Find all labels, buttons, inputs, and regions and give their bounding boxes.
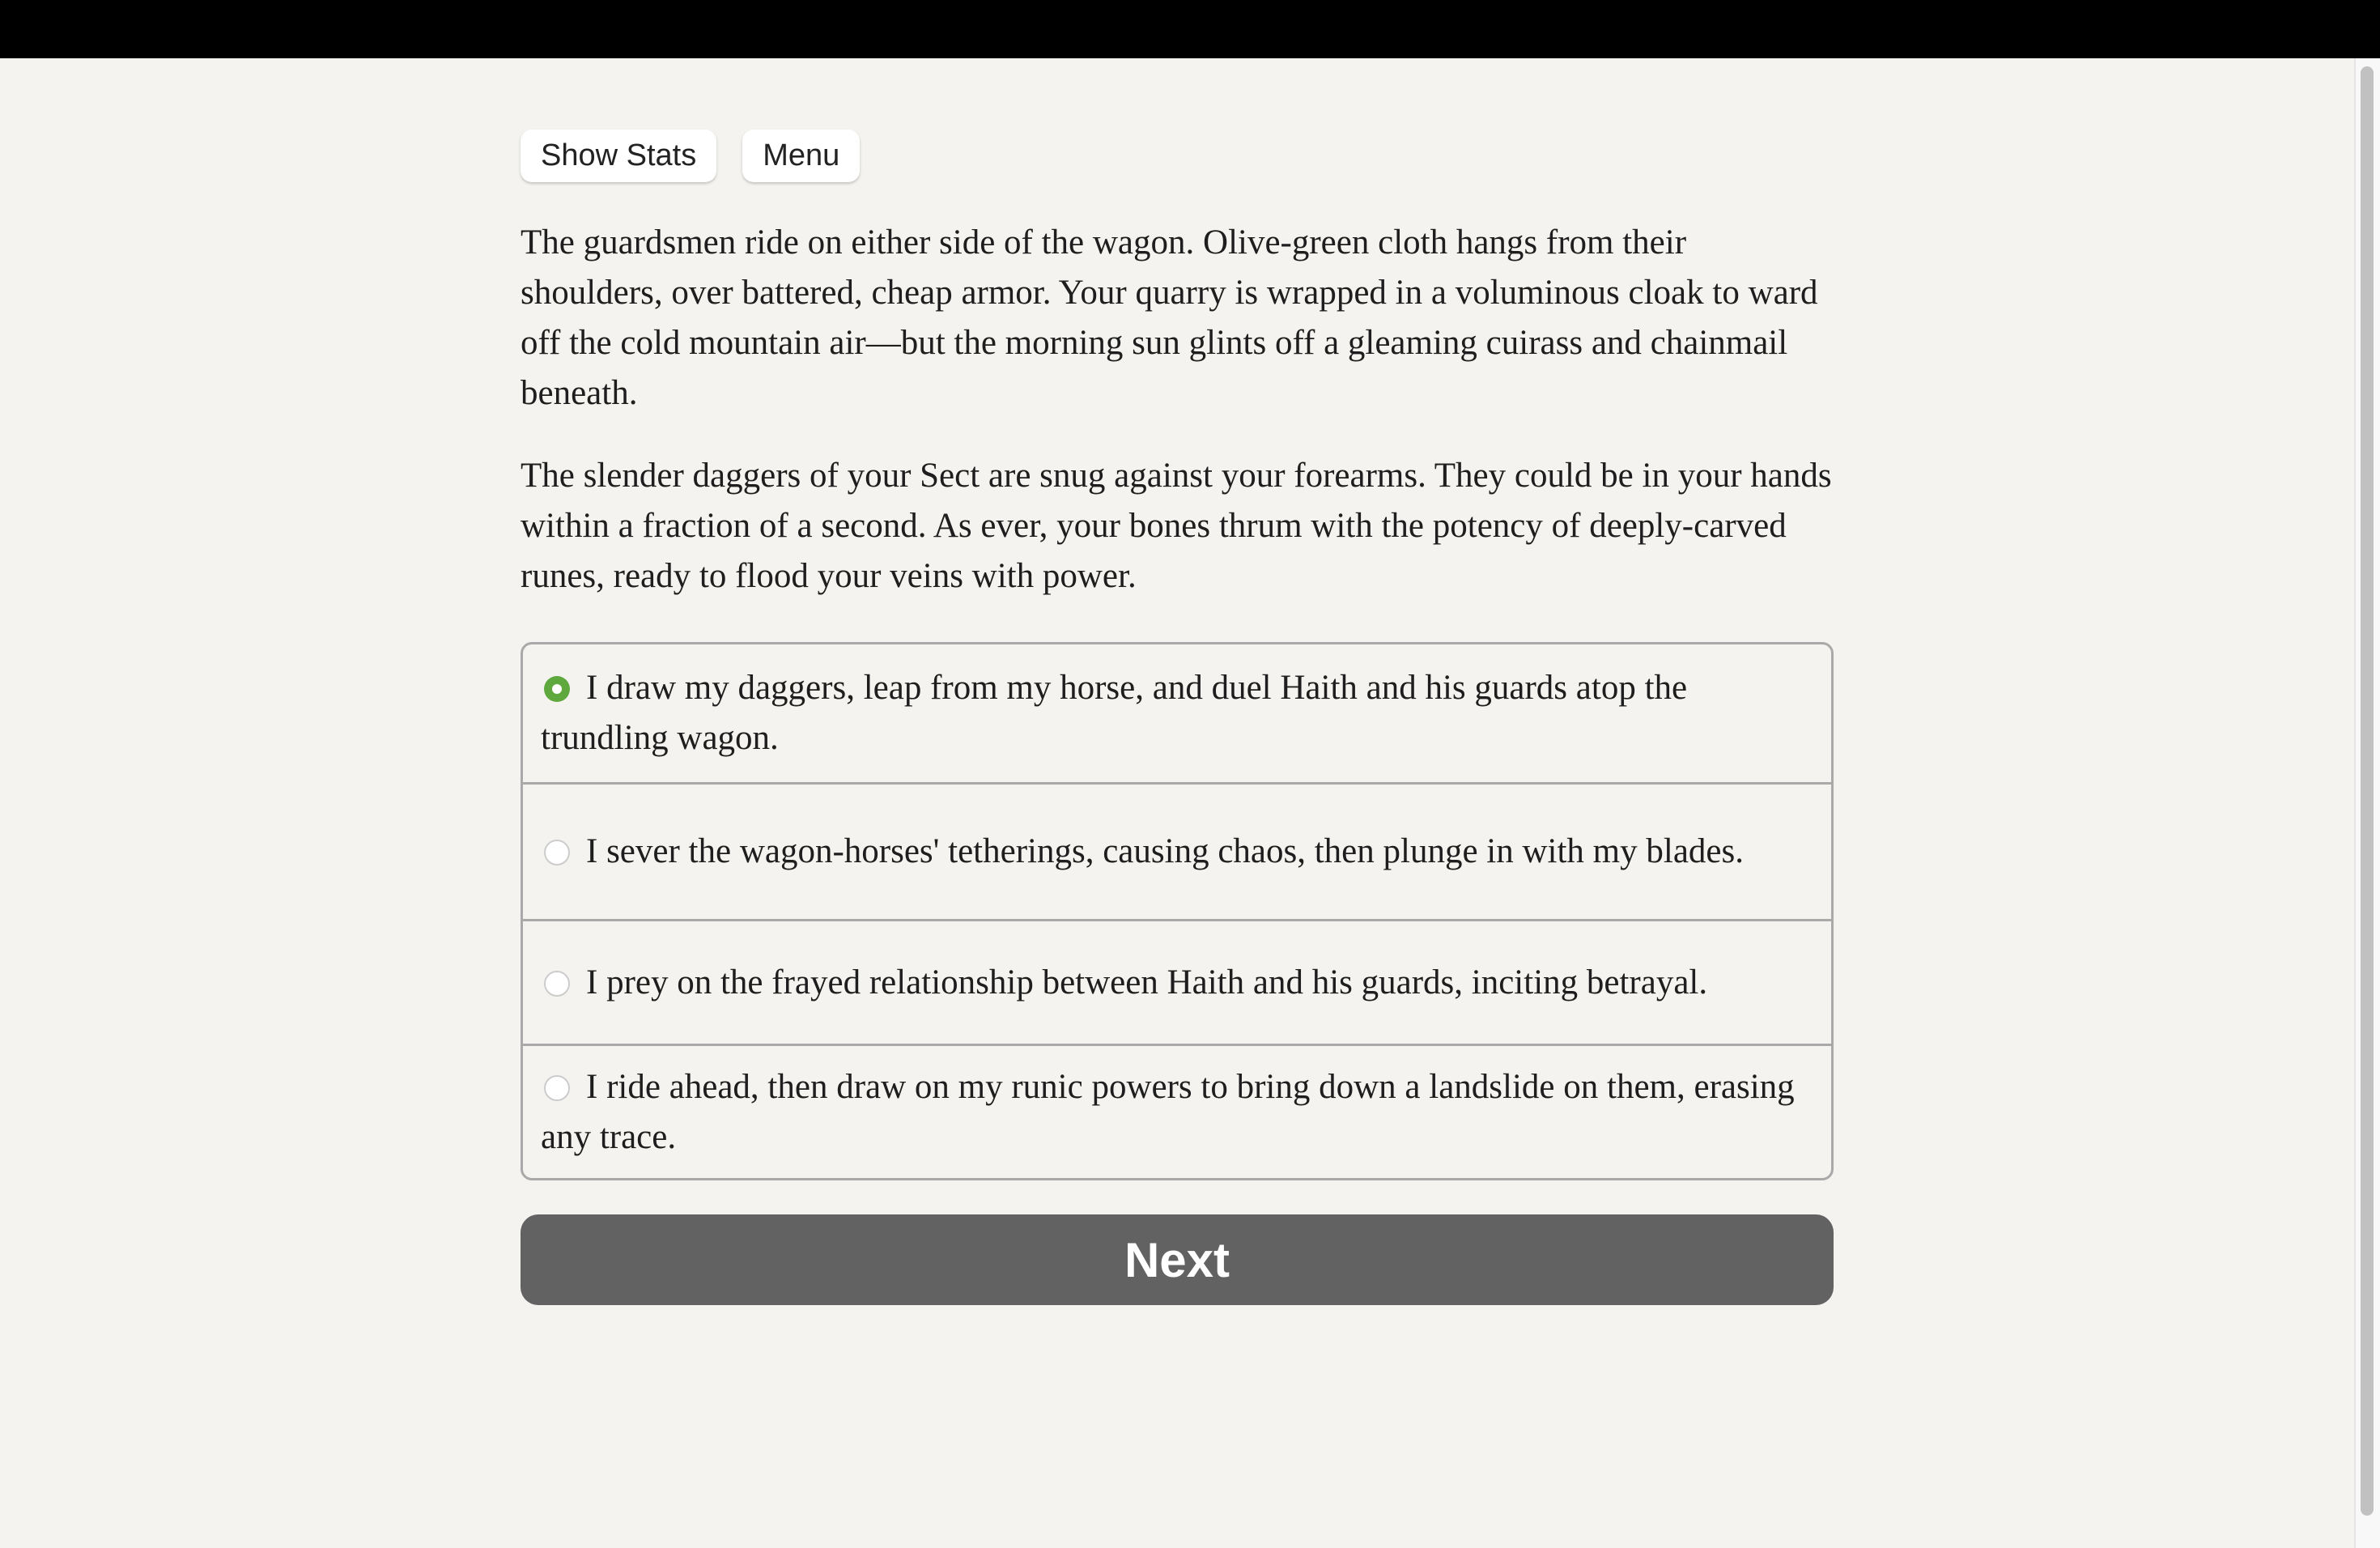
- choice-label: I ride ahead, then draw on my runic powers to bring down a landslide on them, erasing any trace.: [541, 1067, 1795, 1156]
- radio-icon[interactable]: [544, 1075, 570, 1101]
- show-stats-button[interactable]: Show Stats: [521, 130, 716, 182]
- window-top-bar: [0, 0, 2380, 58]
- radio-icon[interactable]: [544, 840, 570, 865]
- choice-option[interactable]: [523, 1044, 1831, 1178]
- radio-icon[interactable]: [544, 971, 570, 997]
- menu-button[interactable]: Menu: [742, 130, 860, 182]
- toolbar: [521, 130, 1834, 182]
- game-content: [521, 130, 1834, 1305]
- next-button[interactable]: Next: [521, 1214, 1834, 1305]
- story-paragraph: The slender daggers of your Sect are snug against your forearms. They could be in your hands within a fraction of a second. As ever, your bones thrum with the potency of deeply-carved runes, ready to flood your veins with power.: [521, 457, 1832, 595]
- choice-label: I prey on the frayed relationship between Haith and his guards, inciting betrayal.: [586, 963, 1708, 1002]
- choice-option[interactable]: [523, 782, 1831, 919]
- choice-option[interactable]: [523, 644, 1831, 782]
- choice-option[interactable]: [523, 919, 1831, 1044]
- choice-label: I draw my daggers, leap from my horse, and duel Haith and his guards atop the trundling wagon.: [541, 669, 1688, 757]
- radio-selected-icon[interactable]: [544, 676, 570, 702]
- scrollbar-thumb[interactable]: [2361, 66, 2374, 1516]
- scrollbar[interactable]: [2354, 58, 2380, 1548]
- choice-label: I sever the wagon-horses' tetherings, causing chaos, then plunge in with my blades.: [586, 832, 1744, 870]
- choice-list: [521, 642, 1834, 1180]
- story-paragraph: The guardsmen ride on either side of the wagon. Olive-green cloth hangs from their shoulders, over battered, cheap armor. Your quarry is wrapped in a voluminous cloak to ward off the cold mountain air—but the morning sun glints off a gleaming cuirass and chainmail beneath.: [521, 223, 1818, 412]
